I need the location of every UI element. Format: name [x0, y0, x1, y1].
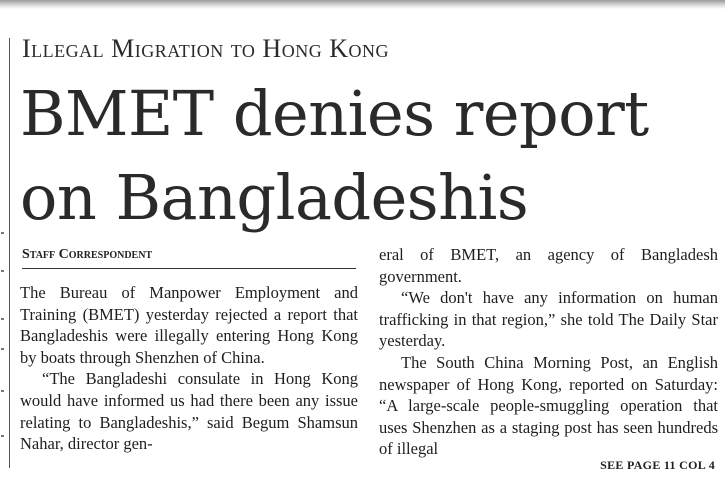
page-top-shadow [0, 0, 725, 9]
column-rule [9, 38, 10, 468]
paragraph: eral of BMET, an agency of Bangladesh government. [379, 245, 718, 286]
margin-marks [0, 230, 6, 460]
paragraph: “The Bangladeshi consulate in Hong Kong would have informed us had there been any issue relating to Bangladeshis,” said Begum Shamsun Nahar, director gen- [20, 369, 358, 454]
article-column-right [379, 244, 718, 460]
jump-reference: SEE PAGE 11 COL 4 [600, 458, 715, 472]
headline-line-2: on Bangladeshis [20, 161, 529, 234]
paragraph: The South China Morning Post, an English newspaper of Hong Kong, reported on Saturday: “A large-scale people-smuggling operation that uses Shenzhen as a staging post has seen hundreds of illegal [379, 352, 718, 459]
paragraph: “We don't have any information on human trafficking in that region,” she told The Daily Star yesterday. [379, 288, 718, 351]
article-kicker: Illegal Migration to Hong Kong [22, 34, 389, 63]
paragraph: The Bureau of Manpower Employment and Training (BMET) yesterday rejected a report that Bangladeshis were illegally entering Hong Kong by boats through Shenzhen of China. [20, 283, 358, 367]
headline-line-1: BMET denies report [20, 77, 649, 150]
article-headline [20, 72, 649, 240]
byline: Staff Correspondent [22, 247, 356, 269]
article-column-left [20, 282, 358, 455]
